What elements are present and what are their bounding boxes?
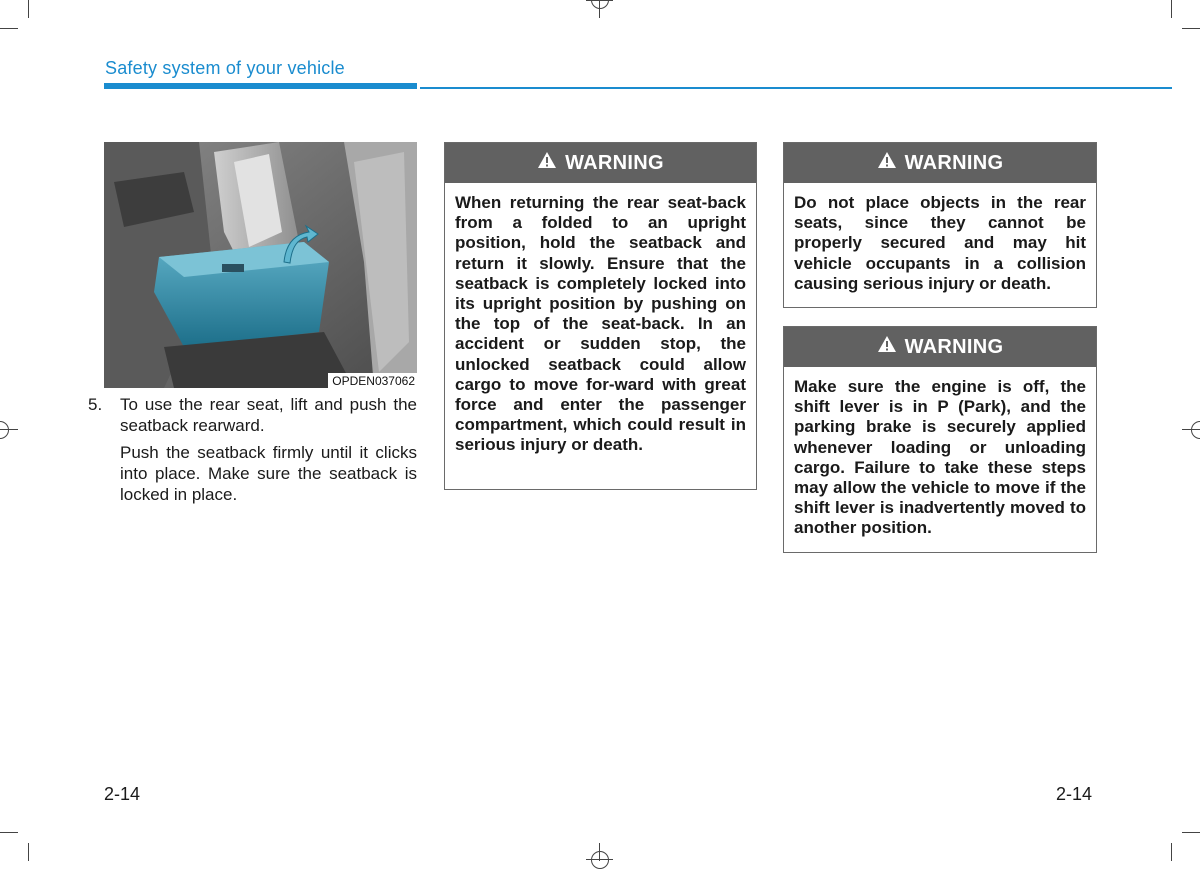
step-number: 5.: [88, 395, 103, 414]
registration-mark: [0, 421, 9, 439]
crop-mark: [1171, 843, 1172, 861]
rear-seat-photo: [104, 142, 417, 388]
warning-title: WARNING: [565, 151, 664, 174]
instruction-step: [88, 394, 417, 505]
warning-text: Make sure the engine is off, the shift lever is in P (Park), and the parking brake is securely applied whenever loading or unloading cargo. Failure to take these steps may allow the vehicle to move if the shift lever is inadvertently moved to another position.: [794, 377, 1086, 538]
registration-mark: [591, 0, 609, 9]
warning-text: When returning the rear seat-back from a folded to an upright position, hold the seatback and return it slowly. Ensure that the seatback is completely locked into its upright position by pushing on the top of the seat-back. In an accident or sudden stop, the unlocked seatback could allow cargo to move for-ward with great force and enter the passenger compartment, which could result in serious injury or death.: [455, 193, 746, 455]
warning-triangle-icon: [877, 151, 897, 175]
section-title: Safety system of your vehicle: [105, 58, 345, 78]
step-second-paragraph: Push the seatback firmly until it clicks into place. Make sure the seatback is locked in place.: [120, 443, 417, 504]
registration-mark: [1191, 421, 1200, 439]
warning-triangle-icon: [537, 151, 557, 175]
registration-mark: [0, 429, 18, 430]
rear-seat-illustration: [104, 142, 417, 388]
warning-header: [784, 327, 1096, 367]
header-rule-thin: [420, 87, 1172, 89]
warning-header: [784, 143, 1096, 183]
header-rule-thick: [104, 83, 417, 89]
figure-code: OPDEN037062: [328, 373, 417, 388]
crop-mark: [28, 0, 29, 18]
step-first-paragraph: [88, 394, 417, 436]
registration-mark: [599, 0, 600, 18]
registration-mark: [1182, 429, 1200, 430]
warning-title: WARNING: [904, 151, 1004, 174]
page-number-left: 2-14: [104, 784, 141, 804]
warning-box-engine: [783, 326, 1097, 553]
crop-mark: [0, 832, 18, 833]
crop-mark: [1182, 832, 1200, 833]
registration-mark: [586, 859, 613, 860]
warning-header: [445, 143, 756, 183]
registration-mark: [586, 0, 613, 1]
crop-mark: [1182, 28, 1200, 29]
warning-box-seatback: [444, 142, 757, 490]
crop-mark: [28, 843, 29, 861]
crop-mark: [1171, 0, 1172, 18]
crop-mark: [0, 28, 18, 29]
warning-triangle-icon: [877, 335, 897, 359]
step-first-text: To use the rear seat, lift and push the seatback rearward.: [120, 395, 417, 435]
warning-text: Do not place objects in the rear seats, since they cannot be properly secured and may hit vehicle occupants in a collision causing serious injury or death.: [794, 193, 1086, 293]
registration-mark: [591, 851, 609, 869]
warning-title: WARNING: [904, 335, 1004, 358]
page-number-right: 2-14: [1056, 784, 1093, 804]
warning-box-objects: [783, 142, 1097, 308]
